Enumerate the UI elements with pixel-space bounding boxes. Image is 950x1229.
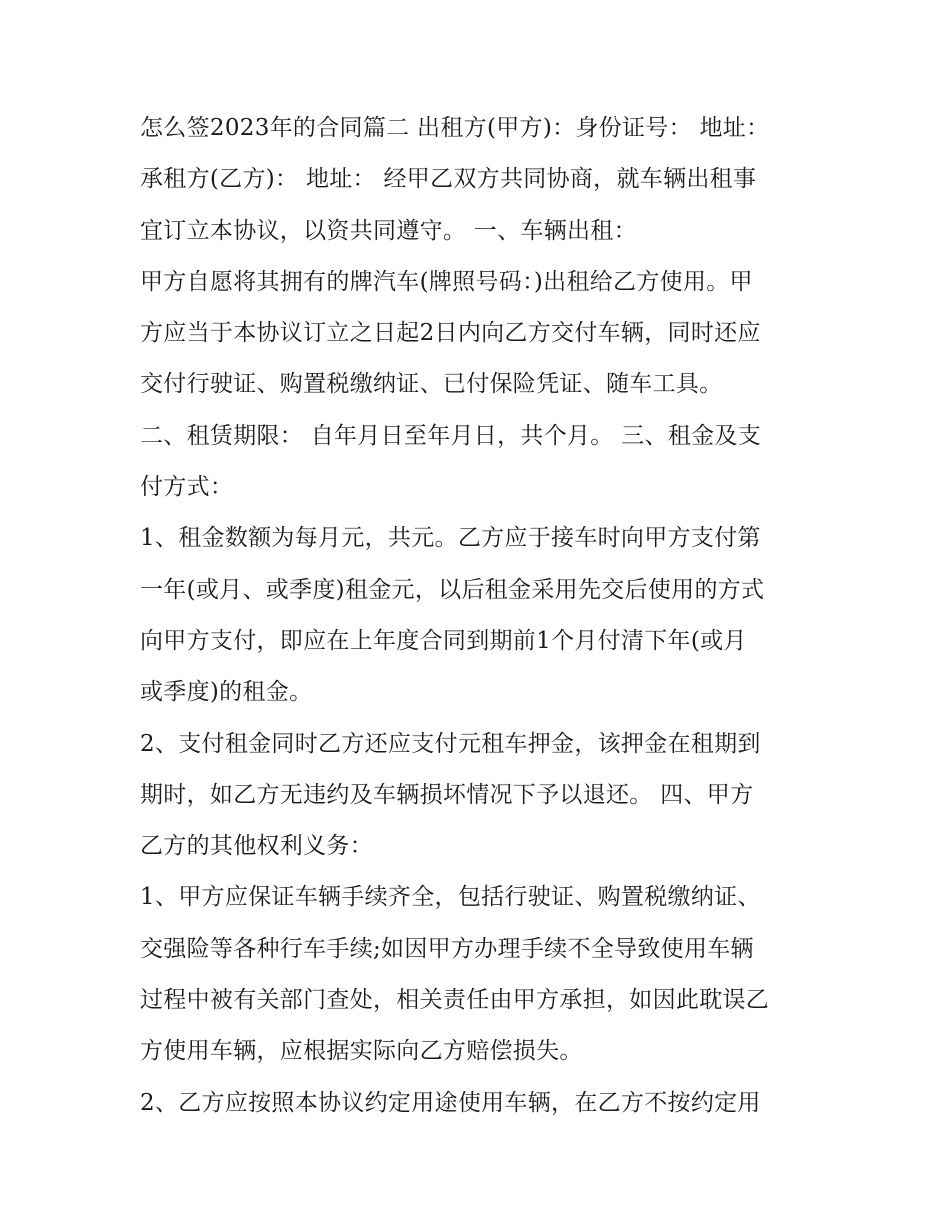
- text-line: 怎么签2023年的合同篇二 出租方(甲方)：身份证号： 地址：: [140, 115, 770, 141]
- text-line: 方应当于本协议订立之日起2日内向乙方交付车辆，同时还应: [140, 320, 761, 347]
- text-line: 期时，如乙方无违约及车辆损坏情况下予以退还。 四、甲方: [140, 781, 754, 808]
- text-line: 宜订立本协议，以资共同遵守。 一、车辆出租：: [140, 217, 637, 244]
- text-line: 一年(或月、或季度)租金元，以后租金采用先交后使用的方式: [140, 576, 765, 603]
- text-line: 2、支付租金同时乙方还应支付元租车押金，该押金在租期到: [140, 730, 761, 757]
- text-line: 付方式：: [140, 474, 234, 501]
- document-body: [140, 103, 820, 1129]
- text-line: 向甲方支付，即应在上年度合同到期前1个月付清下年(或月: [140, 627, 747, 654]
- text-line: 2、乙方应按照本协议约定用途使用车辆，在乙方不按约定用: [140, 1089, 761, 1116]
- text-line: 或季度)的租金。: [140, 679, 313, 706]
- text-line: 1、租金数额为每月元，共元。乙方应于接车时向甲方支付第: [140, 525, 761, 552]
- text-line: 方使用车辆，应根据实际向乙方赔偿损失。: [140, 1038, 583, 1065]
- text-line: 二、租赁期限： 自年月日至年月日，共个月。 三、租金及支: [140, 422, 762, 449]
- text-line: 交强险等各种行车手续;如因甲方办理手续不全导致使用车辆: [140, 935, 754, 962]
- text-line: 交付行驶证、购置税缴纳证、已付保险凭证、随车工具。: [140, 371, 723, 398]
- text-line: 承租方(乙方)： 地址： 经甲乙双方共同协商，就车辆出租事: [140, 166, 757, 193]
- text-line: 1、甲方应保证车辆手续齐全，包括行驶证、购置税缴纳证、: [140, 884, 761, 911]
- text-line: 甲方自愿将其拥有的牌汽车(牌照号码：)出租给乙方使用。甲: [140, 268, 753, 295]
- text-line: 乙方的其他权利义务：: [140, 833, 373, 860]
- text-line: 过程中被有关部门查处，相关责任由甲方承担，如因此耽误乙: [140, 987, 770, 1014]
